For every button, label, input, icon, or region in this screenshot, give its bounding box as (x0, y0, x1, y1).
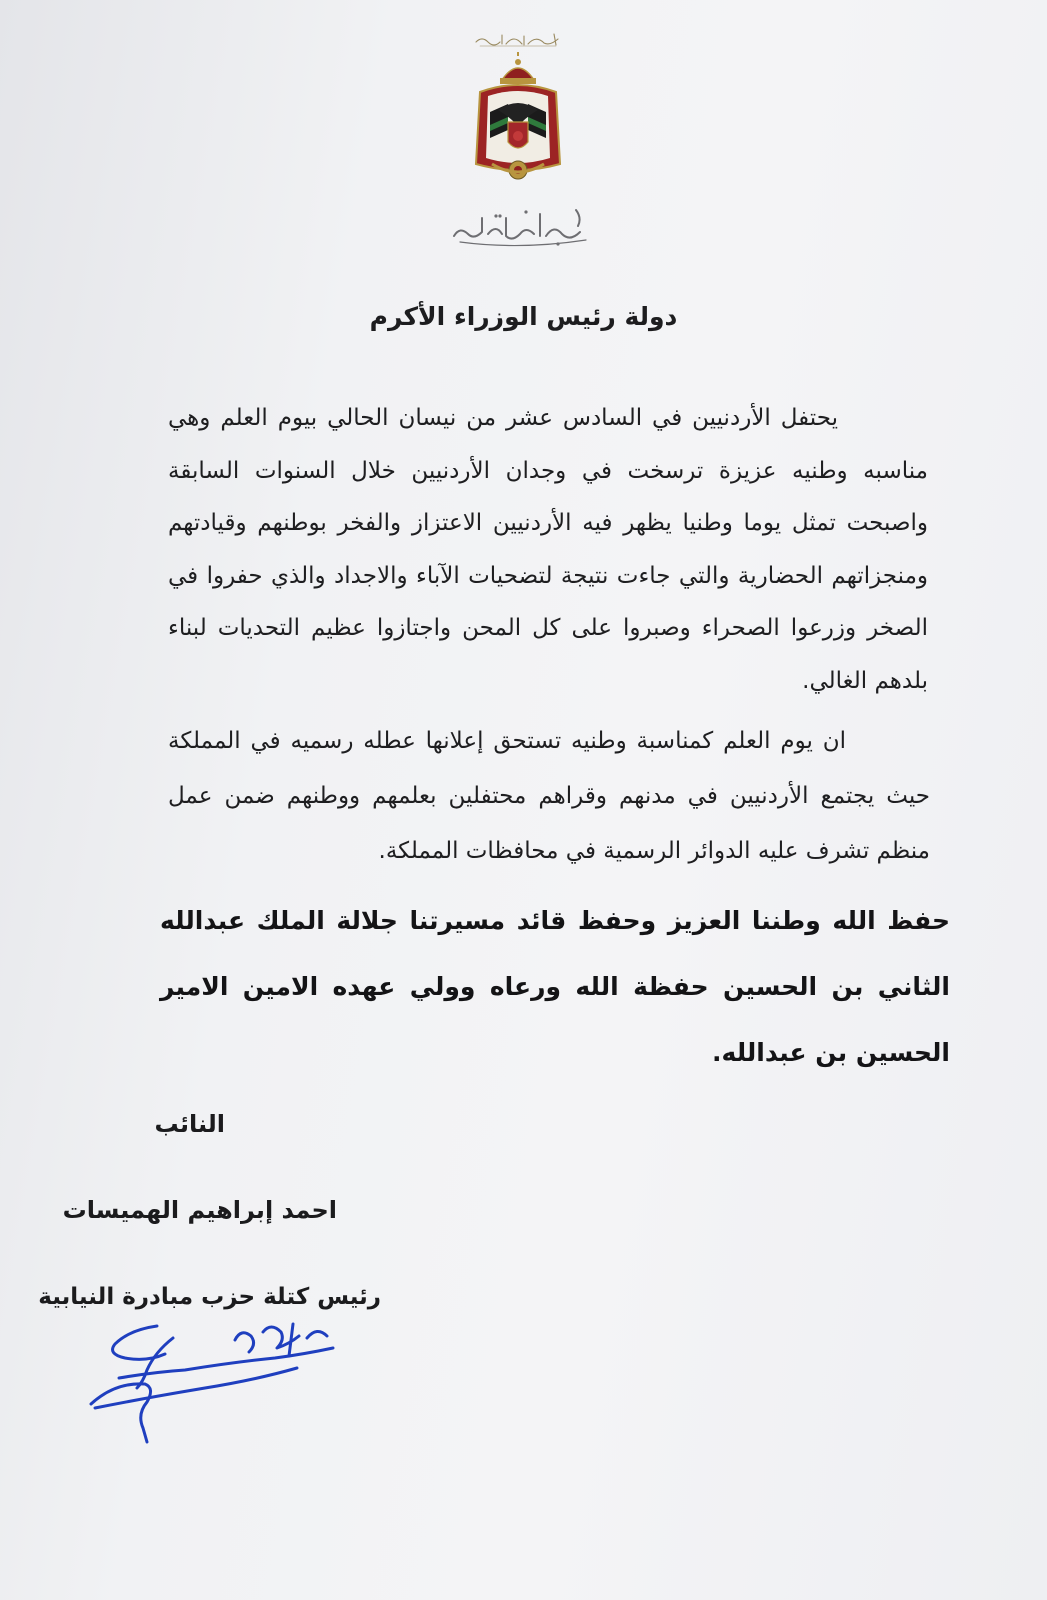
basmala-calligraphy-icon (470, 26, 566, 52)
letter-closing-prayer: حفظ الله وطننا العزيز وحفظ قائد مسيرتنا جلالة الملك عبدالله الثاني بن الحسين حفظة الله ورعاه وولي عهده الامين الامير الحسين بن عبدالله. (160, 906, 950, 1067)
signatory-title: النائب (154, 1110, 225, 1138)
letterhead (0, 0, 1047, 260)
signatory-position: رئيس كتلة حزب مبادرة النيابية (38, 1284, 381, 1310)
signatory-name: احمد إبراهيم الهميسات (62, 1196, 337, 1224)
parliament-calligraphy-icon (440, 196, 600, 252)
jordan-coat-of-arms-icon (462, 52, 574, 192)
handwritten-signature-icon (85, 1318, 355, 1448)
letter-paragraph-2: ان يوم العلم كمناسبة وطنيه تستحق إعلانها عطله رسميه في المملكة حيث يجتمع الأردنيين في مدنهم وقراهم محتفلين بعلمهم ووطنهم ضمن عمل منظم تشرف عليه الدوائر الرسمية في محافظات المملكة. (168, 728, 930, 864)
letter-salutation: دولة رئيس الوزراء الأكرم (369, 302, 678, 331)
letter-paragraph-1: يحتفل الأردنيين في السادس عشر من نيسان الحالي بيوم العلم وهي مناسبه وطنيه عزيزة ترسخت في وجدان الأردنيين خلال السنوات السابقة واصبحت تمثل يوما وطنيا يظهر فيه الأردنيين الاعتزاز والفخر بوطنهم وقيادتهم ومنجزاتهم الحضارية والتي جاءت نتيجة لتضحيات الآباء والاجداد والذي حفروا في الصخر وزرعوا الصحراء وصبروا على كل المحن واجتازوا عظيم التحديات لبناء بلدهم الغالي. (168, 405, 928, 694)
